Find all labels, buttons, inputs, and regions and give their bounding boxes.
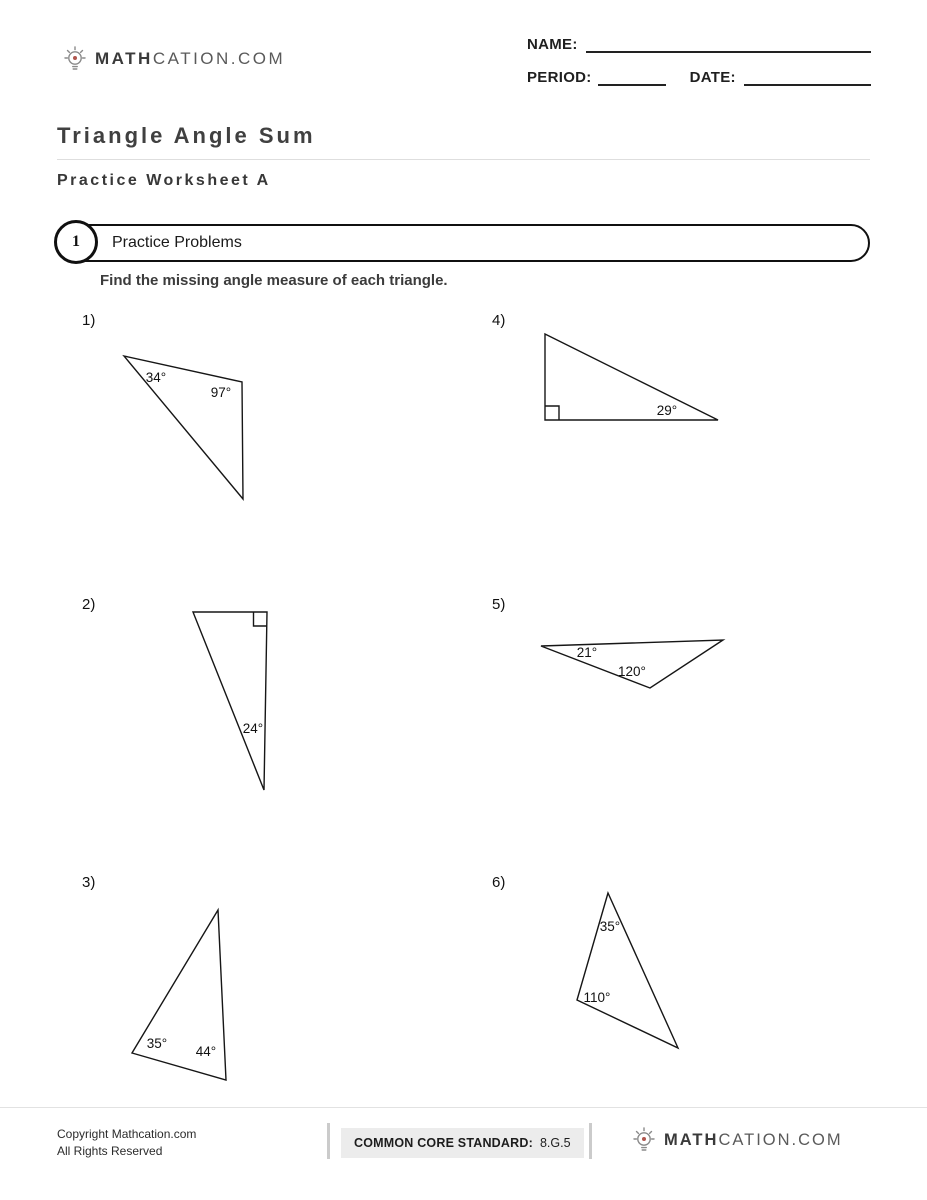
angle-label: 44° [195, 1044, 217, 1059]
mathcation-logo [64, 46, 285, 72]
student-fields [527, 33, 871, 99]
date-label: DATE: [689, 69, 736, 86]
page-title: Triangle Angle Sum [57, 123, 316, 148]
problem-4-number: 4) [492, 312, 506, 329]
logo-text [95, 49, 285, 69]
section-number-badge: 1 [54, 220, 98, 264]
period-label: PERIOD: [527, 69, 592, 86]
triangle-4-shape [545, 334, 718, 420]
triangle-2-shape [193, 612, 267, 790]
angle-label: 34° [145, 370, 167, 385]
angle-label: 24° [242, 721, 264, 736]
period-date-row [527, 66, 871, 86]
copyright-line-1: Copyright Mathcation.com [57, 1127, 197, 1141]
logo-text-rest: CATION.COM [152, 49, 286, 68]
worksheet-subtitle: Practice Worksheet A [57, 172, 271, 189]
angle-label: 29° [656, 403, 678, 418]
logo-text [664, 1131, 843, 1150]
period-blank-line [598, 66, 666, 86]
name-blank-line [586, 33, 871, 53]
triangle-1-shape [124, 356, 243, 499]
right-angle-icon [545, 406, 559, 420]
lightbulb-icon [64, 46, 86, 72]
mathcation-footer-logo [633, 1127, 843, 1153]
standard-value: 8.G.5 [539, 1136, 571, 1150]
problem-6-number: 6) [492, 874, 506, 891]
angle-label: 120° [618, 664, 646, 679]
problem-2-number: 2) [82, 596, 96, 613]
standard-label: COMMON CORE STANDARD: [354, 1136, 533, 1150]
date-blank-line [744, 66, 871, 86]
triangle-6 [560, 880, 700, 1060]
problem-5-number: 5) [492, 596, 506, 613]
triangle-4 [530, 325, 730, 430]
title-divider [57, 159, 870, 160]
common-core-standard-badge [341, 1128, 584, 1158]
logo-text-bold: MATH [95, 49, 153, 68]
angle-label: 110° [583, 990, 611, 1005]
angle-label: 35° [599, 919, 621, 934]
angle-label: 21° [576, 645, 598, 660]
triangle-1 [100, 340, 270, 510]
angle-label: 97° [210, 385, 232, 400]
logo-text-rest: CATION.COM [718, 1130, 843, 1149]
section-title: Practice Problems [112, 234, 242, 251]
triangle-5 [530, 632, 735, 697]
problem-1-number: 1) [82, 312, 96, 329]
name-label: NAME: [527, 36, 578, 53]
instruction-text: Find the missing angle measure of each triangle. [100, 272, 448, 289]
triangle-6-shape [577, 893, 678, 1048]
footer-separator-bar [327, 1123, 330, 1159]
name-row [527, 33, 871, 53]
triangle-3 [120, 895, 250, 1090]
triangle-2 [180, 602, 280, 797]
lightbulb-icon [633, 1127, 655, 1153]
footer-separator-bar [589, 1123, 592, 1159]
section-header [57, 224, 870, 262]
logo-text-bold: MATH [664, 1130, 719, 1149]
copyright-line-2: All Rights Reserved [57, 1144, 163, 1158]
angle-label: 35° [146, 1036, 168, 1051]
footer-divider [0, 1107, 927, 1108]
copyright-text [57, 1126, 196, 1160]
right-angle-icon [254, 612, 267, 626]
problem-3-number: 3) [82, 874, 96, 891]
